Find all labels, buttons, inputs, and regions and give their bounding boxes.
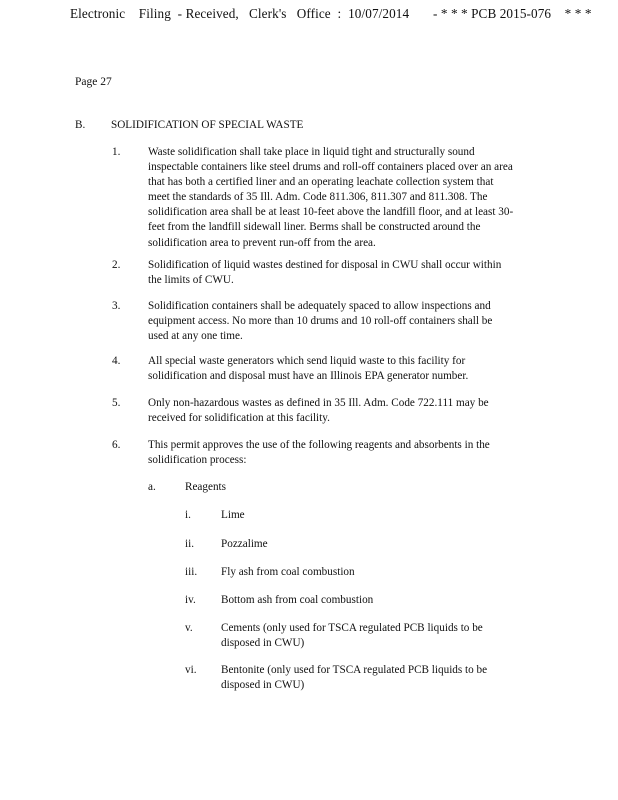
item-number: 5.	[112, 397, 121, 409]
section-letter: B.	[75, 119, 86, 131]
reagent-number: i.	[185, 509, 191, 521]
subsection-letter: a.	[148, 481, 156, 493]
paragraph-line: that has both a certified liner and an operating leachate collection system that	[148, 176, 494, 189]
reagent-item	[221, 663, 521, 693]
section-title: SOLIDIFICATION OF SPECIAL WASTE	[111, 119, 304, 131]
paragraph-line: Only non-hazardous wastes as defined in 35 Ill. Adm. Code 722.111 may be	[148, 397, 489, 409]
paragraph-line: equipment access. No more than 10 drums and 10 roll-off containers shall be	[148, 315, 493, 328]
subsection-title: Reagents	[185, 481, 227, 493]
reagent-line: disposed in CWU)	[221, 637, 305, 650]
reagent-number: ii.	[185, 538, 195, 550]
paragraph-line: solidification area shall be at least 10-feet above the landfill floor, and at least 30-	[148, 206, 514, 219]
item-paragraph	[148, 258, 543, 288]
item-paragraph	[148, 354, 543, 384]
reagent-line: Bentonite (only used for TSCA regulated PCB liquids to be	[221, 664, 488, 676]
item-number: 4.	[112, 355, 121, 367]
paragraph-line: solidification and disposal must have an Illinois EPA generator number.	[148, 370, 469, 383]
item-paragraph	[148, 299, 543, 344]
paragraph-line: meet the standards of 35 Ill. Adm. Code 811.306, 811.307 and 811.308. The	[148, 191, 488, 204]
item-number: 1.	[112, 146, 121, 158]
paragraph-line: Solidification containers shall be adequately spaced to allow inspections and	[148, 300, 491, 312]
paragraph-line: used at any one time.	[148, 330, 243, 343]
item-number: 3.	[112, 300, 121, 312]
item-number: 2.	[112, 259, 121, 271]
paragraph-line: Solidification of liquid wastes destined for disposal in CWU shall occur within	[148, 259, 502, 271]
reagent-item: Bottom ash from coal combustion	[221, 594, 374, 606]
reagent-number: iii.	[185, 566, 198, 578]
paragraph-line: feet from the landfill sidewall liner. Berms shall be constructed around the	[148, 221, 481, 234]
reagent-number: vi.	[185, 664, 197, 676]
paragraph-line: solidification process:	[148, 454, 247, 467]
reagent-line: disposed in CWU)	[221, 679, 305, 692]
paragraph-line: inspectable containers like steel drums and roll-off containers placed over an area	[148, 161, 513, 174]
item-number: 6.	[112, 439, 121, 451]
reagent-number: iv.	[185, 594, 196, 606]
reagent-item: Pozzalime	[221, 538, 268, 550]
paragraph-line: received for solidification at this facility.	[148, 412, 330, 425]
item-paragraph	[148, 438, 543, 468]
paragraph-line: All special waste generators which send liquid waste to this facility for	[148, 355, 466, 367]
paragraph-line: This permit approves the use of the following reagents and absorbents in the	[148, 439, 490, 451]
reagent-number: v.	[185, 622, 193, 634]
reagent-item	[221, 621, 521, 651]
item-paragraph	[148, 145, 543, 251]
reagent-item: Fly ash from coal combustion	[221, 566, 355, 578]
item-paragraph	[148, 396, 543, 426]
reagent-item: Lime	[221, 509, 245, 521]
page-number: Page 27	[75, 76, 112, 88]
reagent-line: Cements (only used for TSCA regulated PCB liquids to be	[221, 622, 483, 634]
filing-header: Electronic Filing - Received, Clerk's Office : 10/07/2014 - * * * PCB 2015-076 * * *	[70, 6, 592, 21]
paragraph-line: the limits of CWU.	[148, 274, 234, 287]
paragraph-line: Waste solidification shall take place in liquid tight and structurally sound	[148, 146, 475, 158]
paragraph-line: solidification area to prevent run-off from the area.	[148, 236, 376, 249]
